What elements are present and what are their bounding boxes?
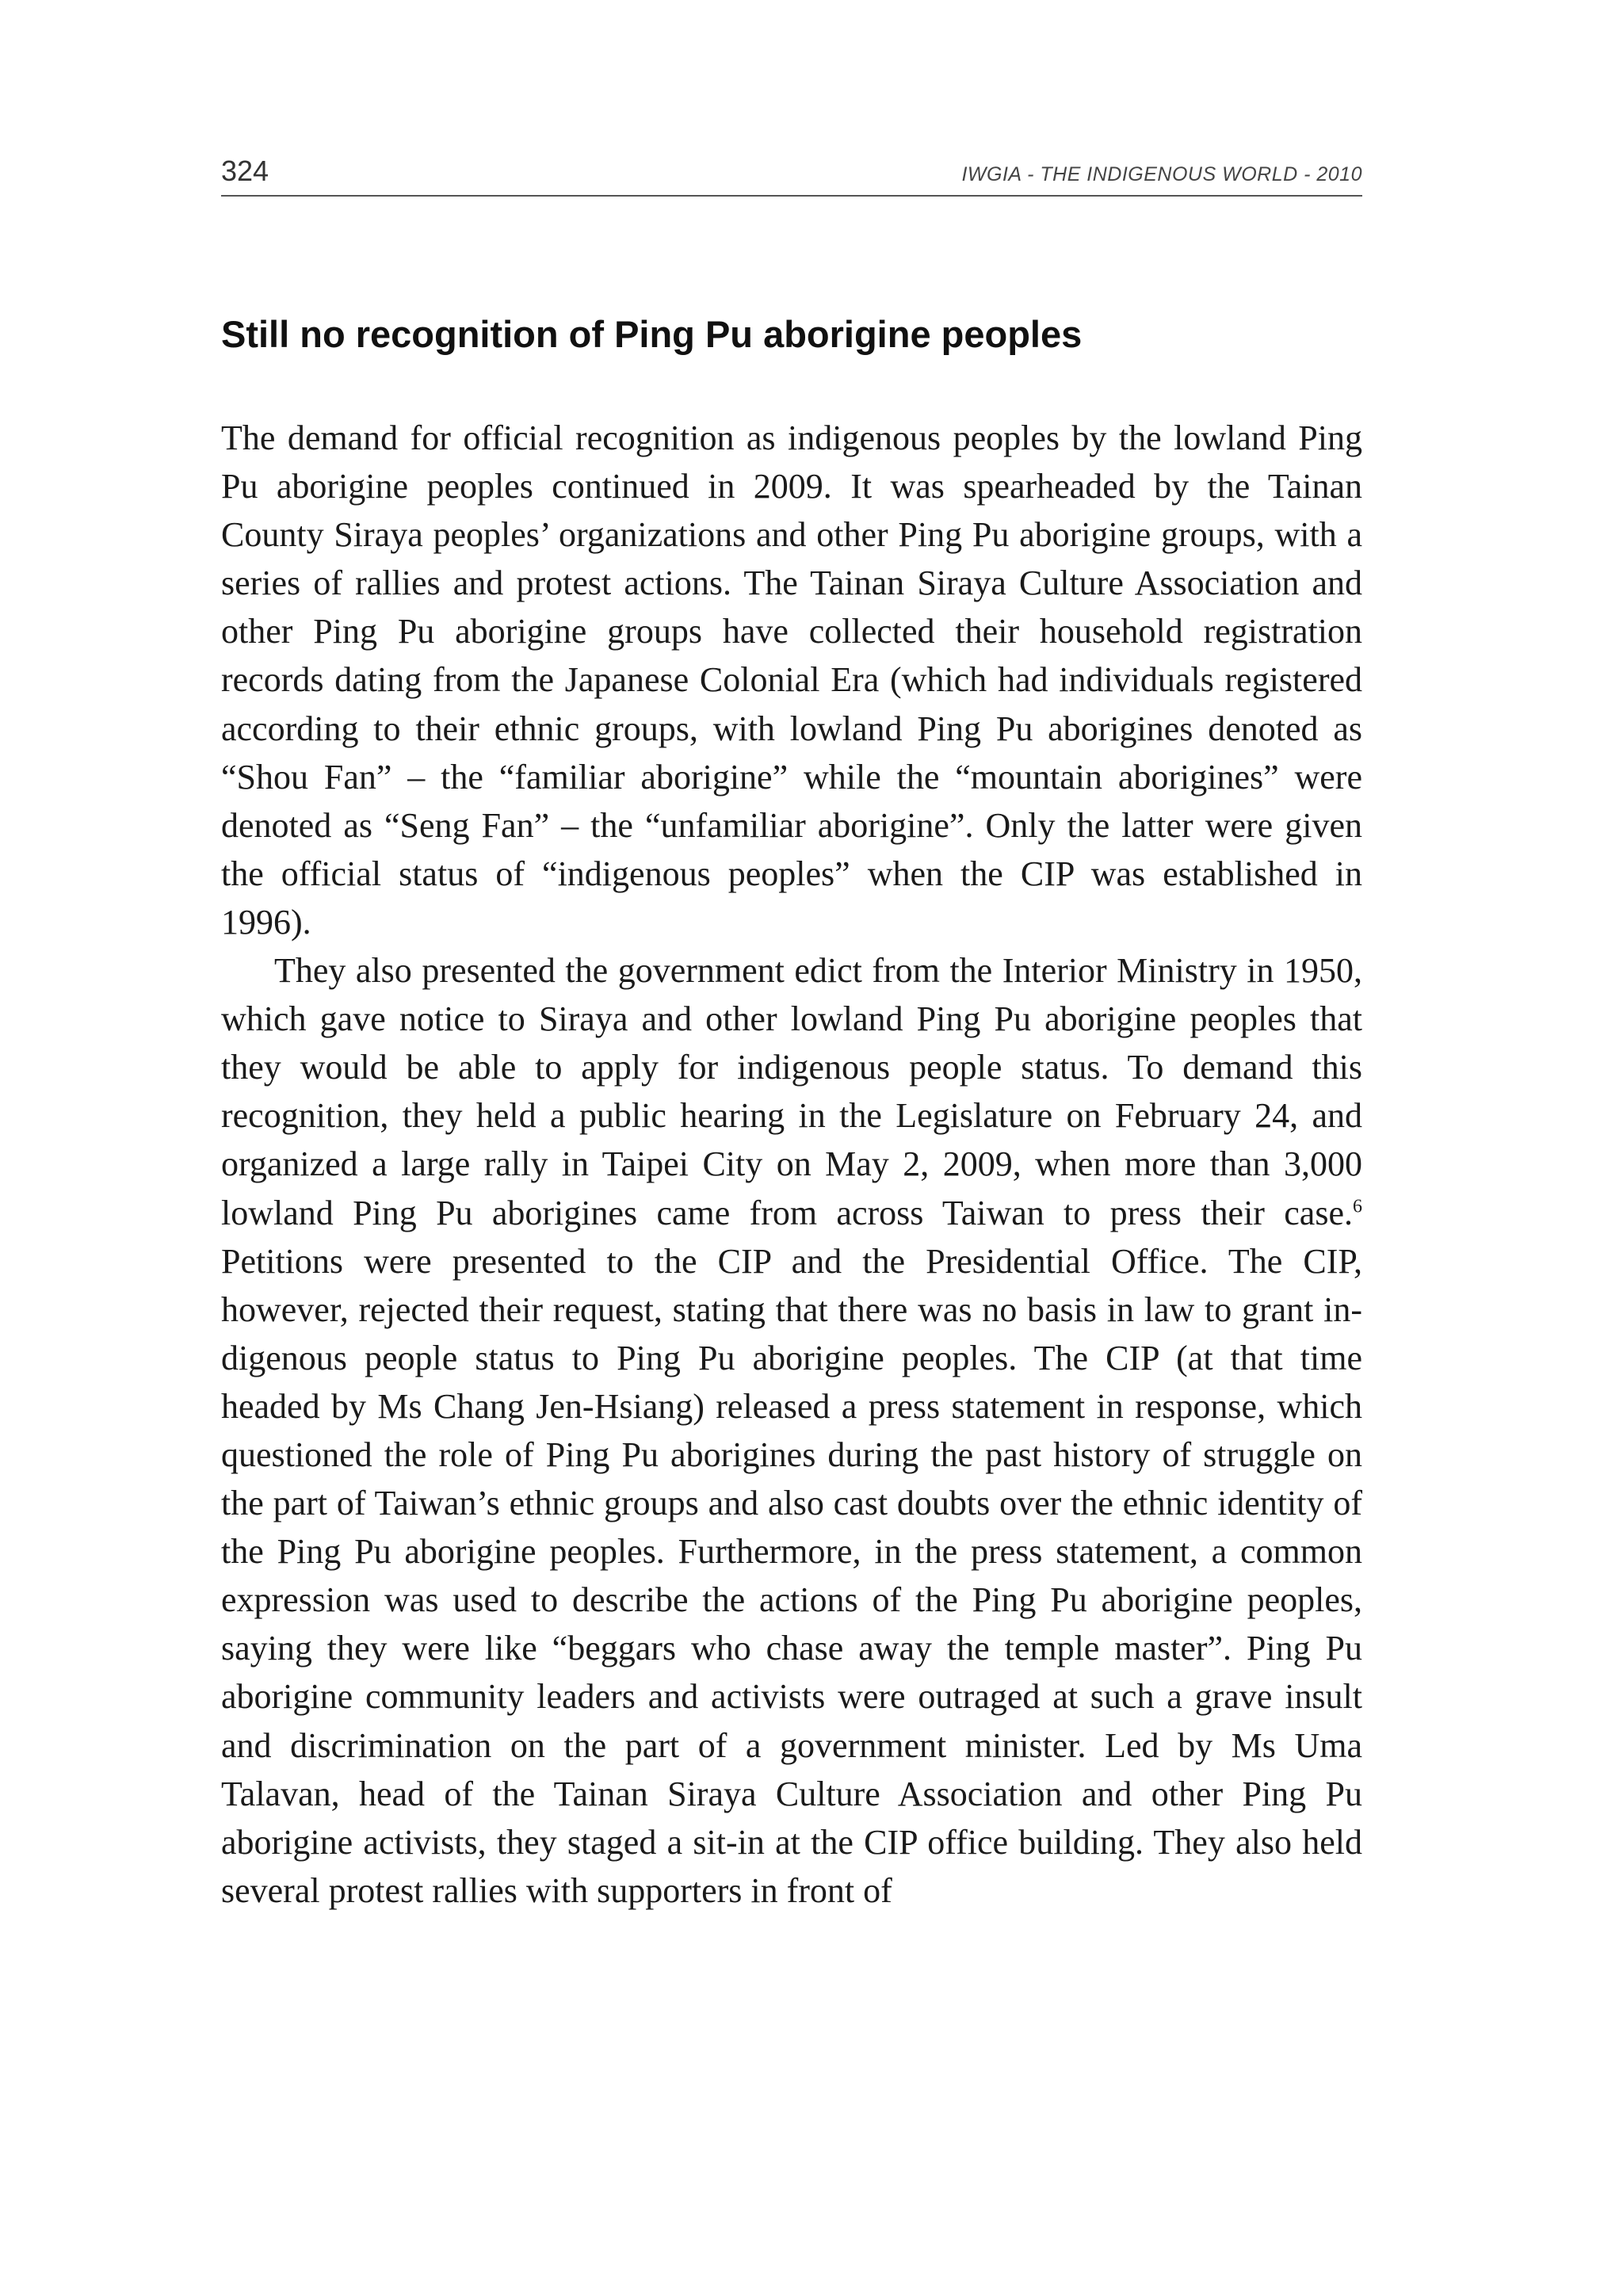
running-head: IWGIA - THE INDIGENOUS WORLD - 2010	[961, 163, 1362, 185]
paragraph-2	[221, 946, 1362, 1915]
page-header	[221, 155, 1362, 197]
section-heading: Still no recognition of Ping Pu aborigine peoples	[221, 313, 1083, 355]
body-text	[221, 414, 1362, 1915]
footnote-reference[interactable]: 6	[1353, 1195, 1362, 1217]
page-number: 324	[221, 155, 269, 187]
paragraph-1: The demand for official recognition as indigenous peoples by the lowland Ping Pu aborigine peoples continued in 2009. It was spearheaded by the Tainan County Siraya peoples’ organizations and other Ping Pu aborigine groups, with a series of rallies and protest actions. The Tainan Siraya Culture Association and other Ping Pu aborigine groups have collected their household registration records dating from the Japanese Colonial Era (which had individuals registered according to their ethnic groups, with lowland Ping Pu aborigines denoted as “Shou Fan” – the “familiar aborigine” while the “mountain aborigines” were denoted as “Seng Fan” – the “unfamiliar aborigine”. Only the latter were given the official status of “indigenous peoples” when the CIP was established in 1996).	[221, 418, 1362, 942]
paragraph-2-text-after-note: Petitions were presented to the CIP and the Presidential Office. The CIP, however, rejected their request, stating that there was no basis in law to grant indigenous people status to Ping Pu aborigine peoples. The CIP (at that time headed by Ms Chang Jen-Hsiang) released a press statement in response, which questioned the role of Ping Pu aborigines during the past history of struggle on the part of Taiwan’s ethnic groups and also cast doubts over the ethnic identity of the Ping Pu aborigine peoples. Furthermore, in the press statement, a common expression was used to describe the actions of the Ping Pu aborigine peoples, saying they were like “beggars who chase away the temple master”. Ping Pu aborigine community leaders and activists were outraged at such a grave insult and discrimination on the part of a government minister. Led by Ms Uma Talavan, head of the Tainan Siraya Culture Association and other Ping Pu aborigine activists, they staged a sit-in at the CIP office building. They also held several protest rallies with supporters in front of	[221, 1241, 1362, 1910]
paragraph-2-text-before-note: They also presented the government edict from the Interior Ministry in 1950, which gave notice to Siraya and other lowland Ping Pu aborigine peoples that they would be able to apply for indigenous people status. To demand this recognition, they held a public hearing in the Legislature on February 24, and organized a large rally in Taipei City on May 2, 2009, when more than 3,000 lowland Ping Pu aborigines came from across Taiwan to press their case.	[221, 951, 1362, 1232]
